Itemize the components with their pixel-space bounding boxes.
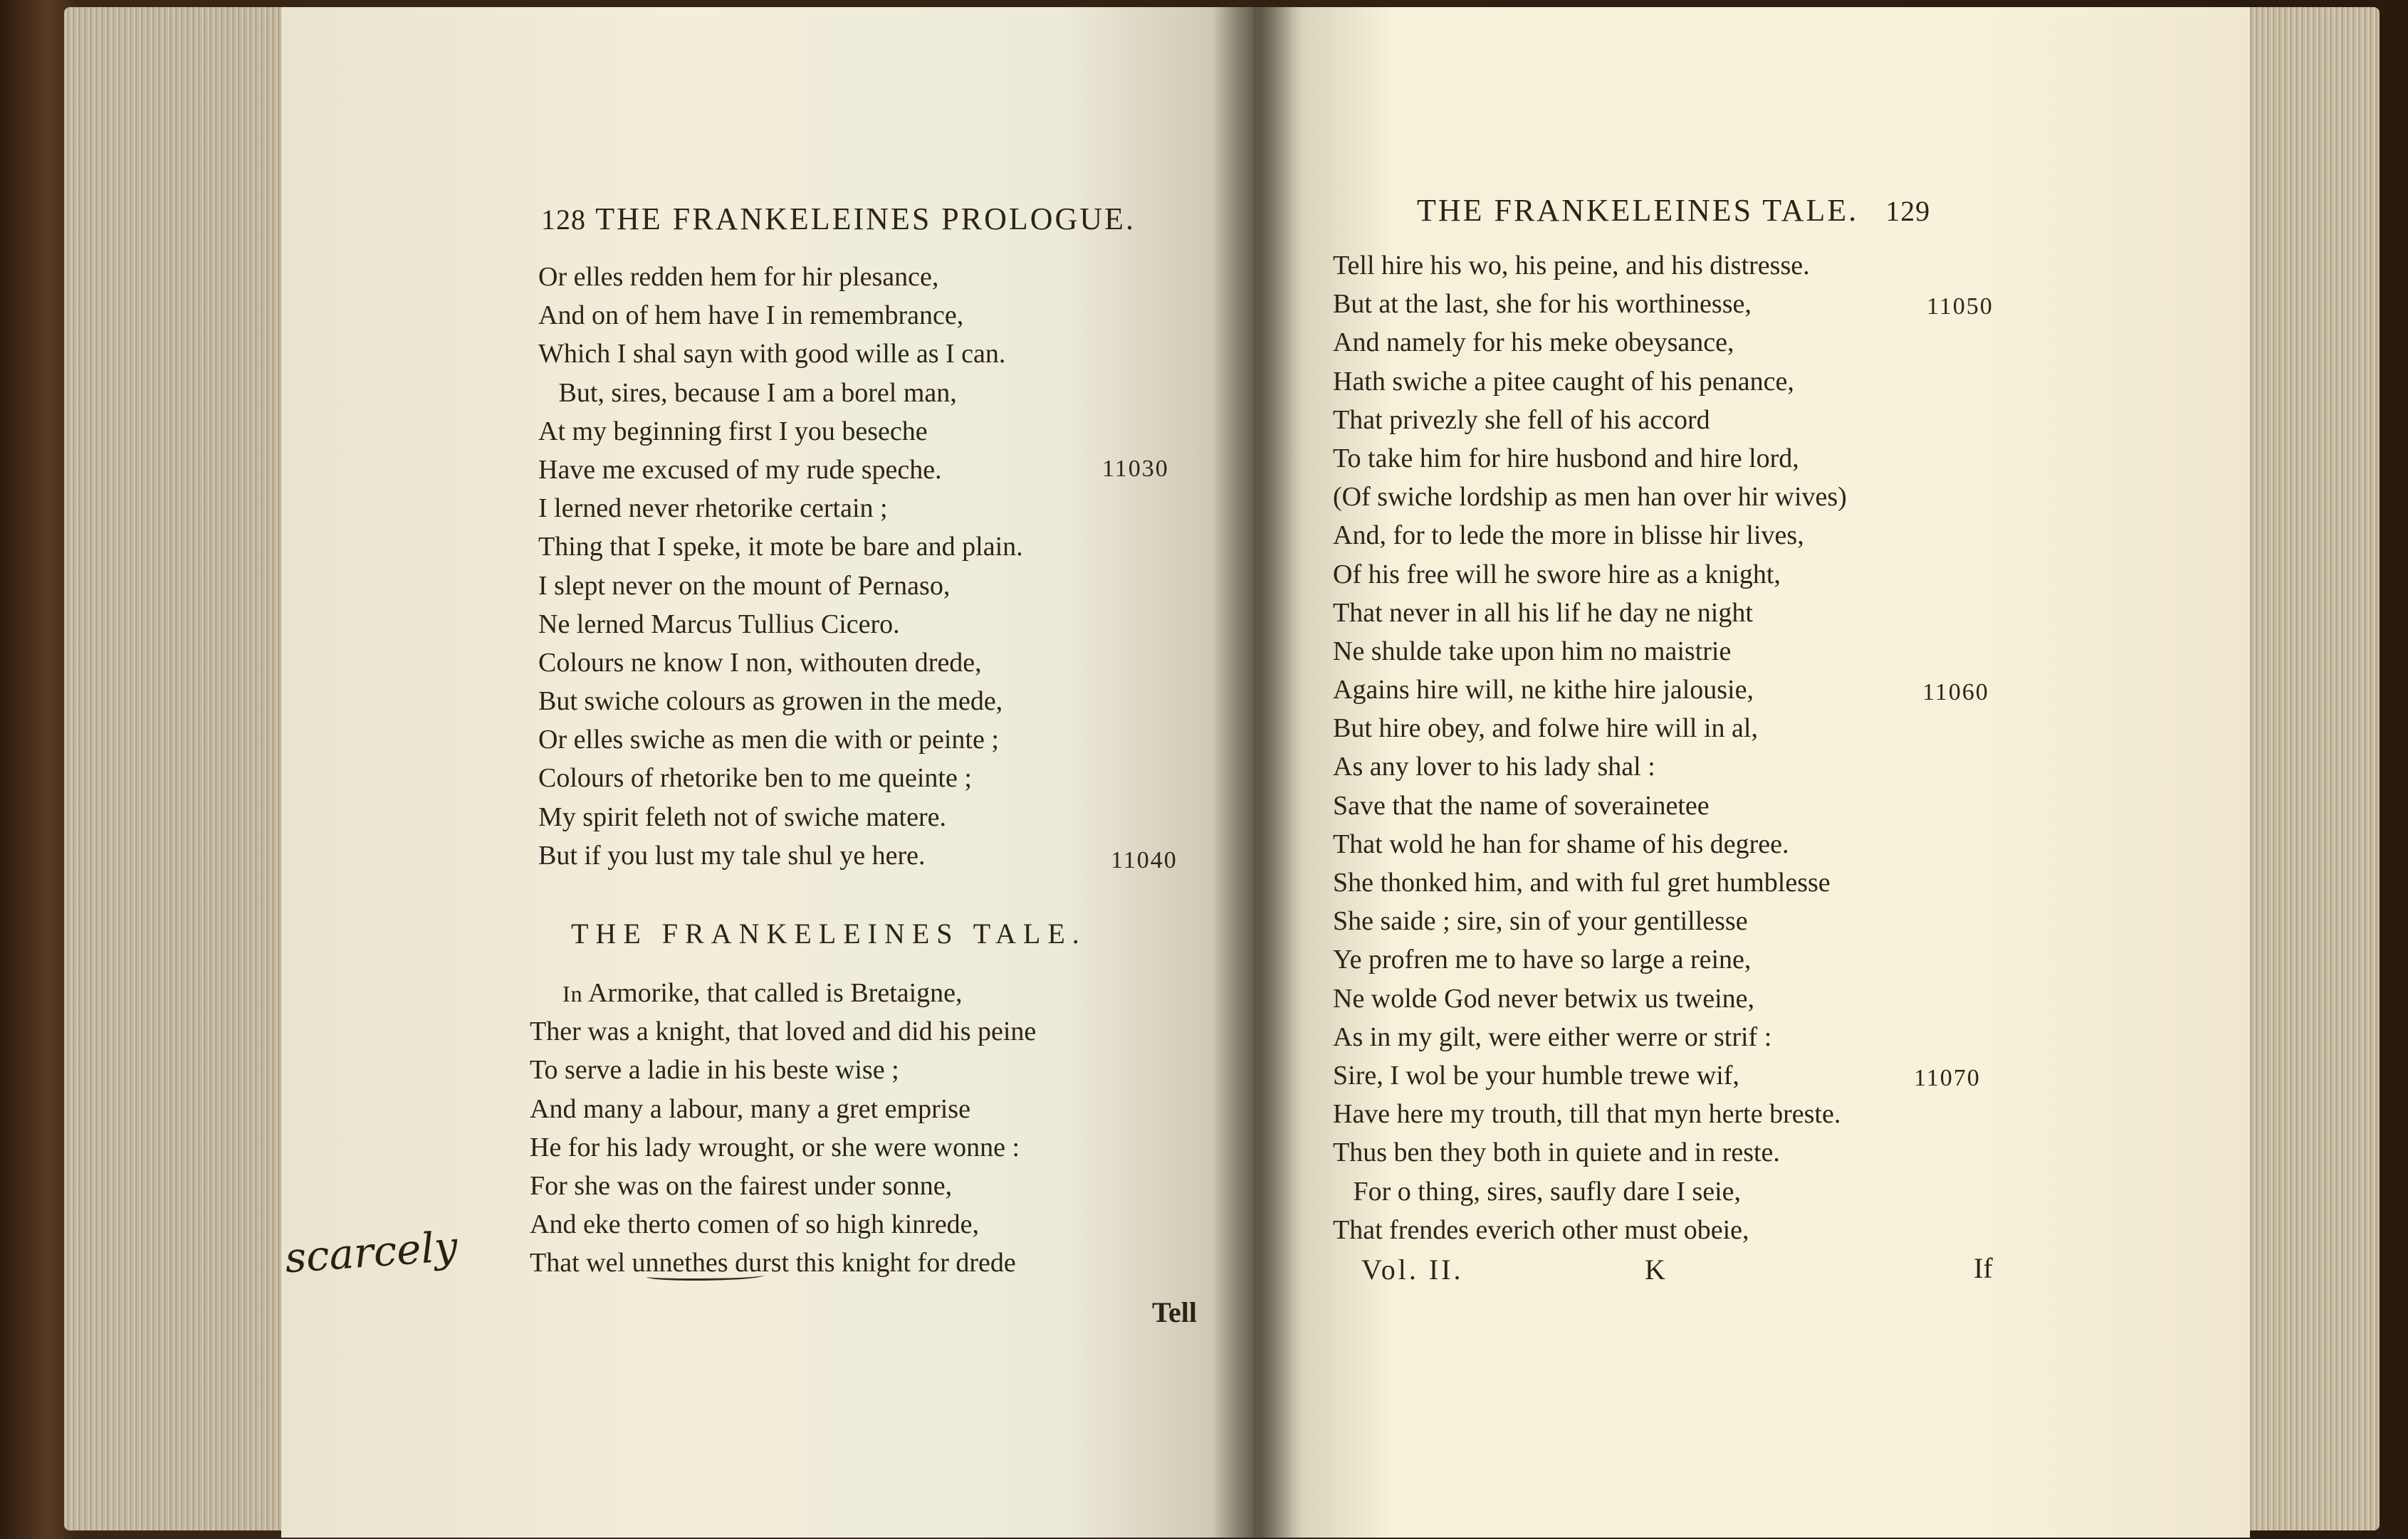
verse-line: But swiche colours as growen in the mede, xyxy=(538,686,1003,717)
verse-line: My spirit feleth not of swiche matere. xyxy=(538,802,947,832)
verse-line: Ye profren me to have so large a reine, xyxy=(1333,945,1752,975)
right-page-header xyxy=(1417,192,1930,229)
verse-line: Colours ne know I non, withouten drede, xyxy=(538,647,982,678)
line-number: 11060 xyxy=(1922,679,1989,705)
verse-line: She thonked him, and with ful gret humblesse xyxy=(1333,868,1831,898)
tale-opening-line xyxy=(530,974,1036,1012)
verse-line: Thing that I speke, it mote be bare and plain. xyxy=(538,532,1023,562)
verse-line: Ther was a knight, that loved and did his peine xyxy=(530,1017,1037,1047)
verse-line: I lerned never rhetorike certain ; xyxy=(538,493,888,524)
signature-mark: K xyxy=(1645,1254,1665,1286)
right-page-running-title: THE FRANKELEINES TALE. xyxy=(1417,193,1859,228)
line-number: 11050 xyxy=(1927,293,1994,320)
line-number: 11070 xyxy=(1914,1065,1981,1091)
verse-line: That never in all his lif he day ne night xyxy=(1333,597,1753,628)
left-page-running-title: THE FRANKELEINES PROLOGUE. xyxy=(595,201,1136,236)
verse-line: Save that the name of soverainetee xyxy=(1333,790,1710,821)
verse-line: Or elles swiche as men die with or peinte ; xyxy=(538,725,999,755)
verse-line: Ne shulde take upon him no maistrie xyxy=(1333,636,1732,666)
verse-line: For she was on the fairest under sonne, xyxy=(530,1170,953,1201)
left-page-number: 128 xyxy=(541,204,586,236)
verse-line: Of his free will he swore hire as a knight, xyxy=(1333,559,1781,589)
tale-verse-left xyxy=(530,974,1036,1283)
verse-line: That wel unnethes durst this knight for drede xyxy=(530,1248,1016,1278)
verse-line: That frendes everich other must obeie, xyxy=(1333,1214,1749,1245)
verse-line: As any lover to his lady shal : xyxy=(1333,752,1655,782)
verse-line: Agains hire will, ne kithe hire jalousie, xyxy=(1333,675,1754,705)
verse-line: That wold he han for shame of his degree. xyxy=(1333,829,1789,859)
verse-line: Hath swiche a pitee caught of his penance, xyxy=(1333,366,1794,396)
verse-line: Thus ben they both in quiete and in reste. xyxy=(1333,1138,1780,1168)
verse-line: But if you lust my tale shul ye here. xyxy=(538,840,926,871)
verse-line: At my beginning first I you beseche xyxy=(538,416,928,446)
line-number: 11030 xyxy=(1102,456,1169,482)
verse-line: To take him for hire husbond and hire lord, xyxy=(1333,443,1799,473)
verse-line: As in my gilt, were either werre or strif : xyxy=(1333,1021,1772,1052)
verse-line: I slept never on the mount of Pernaso, xyxy=(538,570,951,601)
verse-line: And on of hem have I in remembrance, xyxy=(538,300,964,331)
verse-line: Sire, I wol be your humble trewe wif, xyxy=(1333,1060,1739,1091)
book-gutter xyxy=(1210,7,1303,1538)
verse-line: Have me excused of my rude speche. xyxy=(538,454,942,485)
prologue-verse xyxy=(538,258,1023,875)
right-page-number: 129 xyxy=(1885,195,1931,227)
verse-line: Colours of rhetorike ben to me queinte ; xyxy=(538,763,972,794)
tale-title: THE FRANKELEINES TALE. xyxy=(571,918,1087,950)
verse-line: Or elles redden hem for hir plesance, xyxy=(538,262,939,292)
verse-line: (Of swiche lordship as men han over hir wives) xyxy=(1333,482,1847,513)
verse-line: Ne wolde God never betwix us tweine, xyxy=(1333,983,1755,1014)
verse-line: She saide ; sire, sin of your gentillesse xyxy=(1333,906,1748,937)
line-number: 11040 xyxy=(1111,847,1178,873)
volume-marker: Vol. II. xyxy=(1361,1254,1464,1286)
verse-line: Ne lerned Marcus Tullius Cicero. xyxy=(538,609,900,639)
verse-line: Which I shal sayn with good wille as I can. xyxy=(538,339,1006,369)
left-catchword: Tell xyxy=(1152,1296,1197,1328)
left-page-header xyxy=(541,201,1136,237)
verse-line: But at the last, she for his worthinesse, xyxy=(1333,289,1752,320)
left-page-edges xyxy=(64,7,299,1530)
tale-verse-right xyxy=(1333,246,1847,1249)
verse-line: But hire obey, and folwe hire will in al, xyxy=(1333,713,1758,744)
verse-line: That privezly she fell of his accord xyxy=(1333,404,1710,435)
verse-line: And many a labour, many a gret emprise xyxy=(530,1093,970,1124)
verse-line: To serve a ladie in his beste wise ; xyxy=(530,1055,899,1086)
opening-line-text: Armorike, that called is Bretaigne, xyxy=(582,978,963,1008)
verse-line: And eke therto comen of so high kinrede, xyxy=(530,1209,980,1240)
verse-line: He for his lady wrought, or she were wonne : xyxy=(530,1132,1020,1162)
verse-line: And, for to lede the more in blisse hir lives, xyxy=(1333,520,1804,551)
handwritten-margin-note: scarcely xyxy=(283,1222,459,1283)
drop-cap-word: In xyxy=(562,981,583,1007)
verse-line: For o thing, sires, saufly dare I seie, xyxy=(1333,1176,1742,1207)
verse-line: Tell hire his wo, his peine, and his distresse. xyxy=(1333,251,1810,280)
verse-line: Have here my trouth, till that myn herte breste. xyxy=(1333,1099,1841,1130)
verse-line: But, sires, because I am a borel man, xyxy=(538,377,957,408)
verse-line: And namely for his meke obeysance, xyxy=(1333,327,1734,358)
right-catchword: If xyxy=(1974,1252,1993,1284)
